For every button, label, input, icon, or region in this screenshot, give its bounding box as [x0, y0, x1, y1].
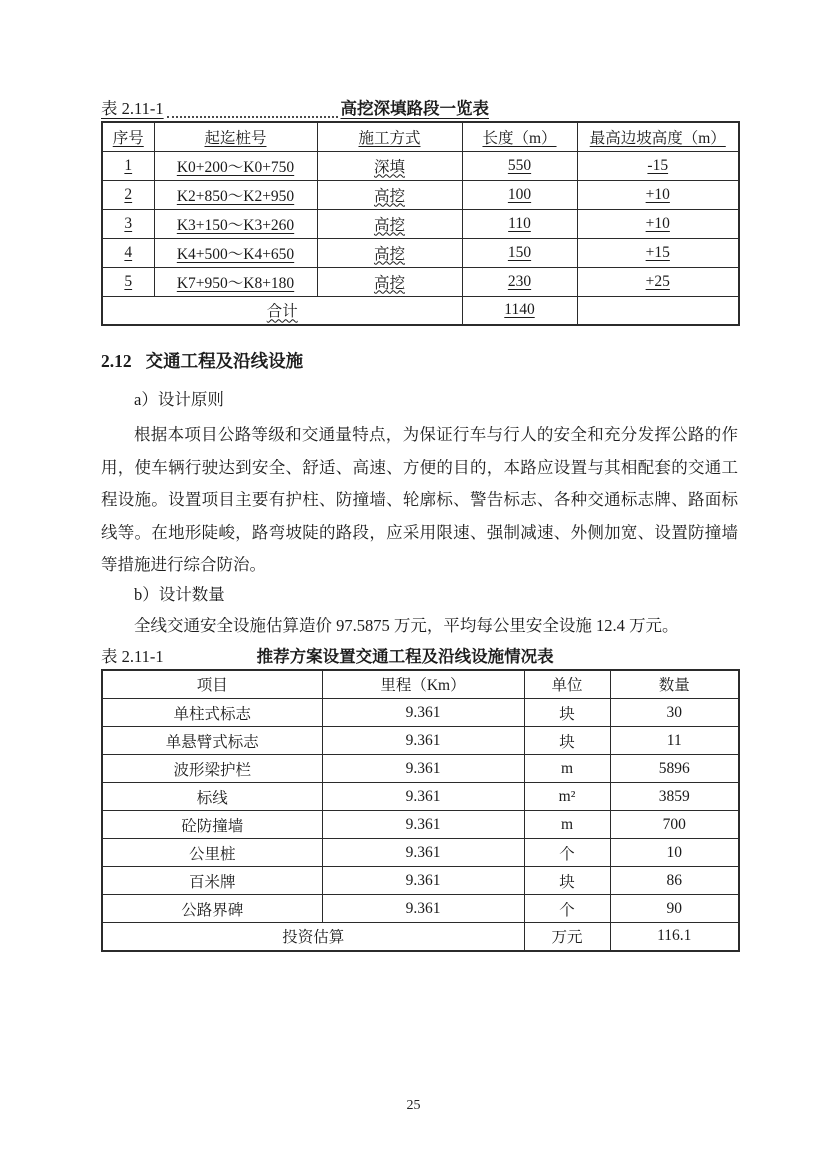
cell-mileage: 9.361 — [322, 783, 524, 811]
table2-caption — [101, 645, 738, 669]
header-seq: 序号 — [102, 122, 154, 151]
cell-item: 标线 — [102, 783, 322, 811]
cell-quantity: 86 — [610, 867, 739, 895]
cell-method: 深填 — [317, 151, 462, 180]
cell-quantity: 11 — [610, 727, 739, 755]
cell-seq: 2 — [102, 180, 154, 209]
cell-quantity: 5896 — [610, 755, 739, 783]
cell-item: 波形梁护栏 — [102, 755, 322, 783]
table-row — [102, 727, 739, 755]
table-row — [102, 699, 739, 727]
table-header-row — [102, 670, 739, 699]
cell-mileage: 9.361 — [322, 727, 524, 755]
cell-method: 高挖 — [317, 267, 462, 296]
header-quantity: 数量 — [610, 670, 739, 699]
header-unit: 单位 — [524, 670, 610, 699]
cell-item: 单悬臂式标志 — [102, 727, 322, 755]
table-row — [102, 238, 739, 267]
table-road-sections — [101, 121, 740, 326]
cell-unit: 个 — [524, 839, 610, 867]
cell-total-label: 投资估算 — [102, 923, 524, 951]
cell-method: 高挖 — [317, 209, 462, 238]
cell-total-length: 1140 — [462, 296, 577, 325]
table1-caption — [101, 96, 489, 121]
header-slope-height: 最高边坡高度（m） — [577, 122, 739, 151]
table-traffic-facilities — [101, 669, 740, 952]
table-row — [102, 209, 739, 238]
cell-item: 单柱式标志 — [102, 699, 322, 727]
table2-title: 推荐方案设置交通工程及沿线设施情况表 — [256, 646, 554, 666]
cell-length: 150 — [462, 238, 577, 267]
header-item: 项目 — [102, 670, 322, 699]
section-number: 2.12 — [101, 351, 132, 371]
page-number: 25 — [406, 1098, 421, 1113]
cell-mileage: 9.361 — [322, 867, 524, 895]
table-total-row — [102, 296, 739, 325]
table2-label: 表 2.11-1 — [101, 646, 164, 666]
cell-station: K0+200～K0+750 — [154, 151, 317, 180]
table1-label: 表 2.11-1 — [101, 99, 164, 118]
cell-quantity: 90 — [610, 895, 739, 923]
cell-length: 550 — [462, 151, 577, 180]
cell-method: 高挖 — [317, 180, 462, 209]
cell-mileage: 9.361 — [322, 811, 524, 839]
header-method: 施工方式 — [317, 122, 462, 151]
cell-quantity: 700 — [610, 811, 739, 839]
cell-slope-height: -15 — [577, 151, 739, 180]
cell-seq: 3 — [102, 209, 154, 238]
caption-dotted-leader — [167, 116, 338, 118]
cell-total-value: 116.1 — [610, 923, 739, 951]
table-row — [102, 867, 739, 895]
cell-unit: m — [524, 811, 610, 839]
list-item-a: a）设计原则 — [134, 390, 224, 409]
cell-length: 230 — [462, 267, 577, 296]
cell-quantity: 30 — [610, 699, 739, 727]
cell-slope-height: +25 — [577, 267, 739, 296]
cell-unit: 块 — [524, 699, 610, 727]
cell-slope-height: +10 — [577, 180, 739, 209]
table-row — [102, 811, 739, 839]
header-station: 起迄桩号 — [154, 122, 317, 151]
table-row — [102, 267, 739, 296]
header-mileage: 里程（Km） — [322, 670, 524, 699]
cell-seq: 1 — [102, 151, 154, 180]
cell-item: 公里桩 — [102, 839, 322, 867]
cell-mileage: 9.361 — [322, 699, 524, 727]
cell-station: K4+500～K4+650 — [154, 238, 317, 267]
table1-title: 高挖深填路段一览表 — [340, 99, 489, 118]
cell-station: K2+850～K2+950 — [154, 180, 317, 209]
cell-seq: 5 — [102, 267, 154, 296]
paragraph-design-quantity: 全线交通安全设施估算造价 97.5875 万元，平均每公里安全设施 12.4 万元。 — [134, 615, 679, 635]
cell-unit: 个 — [524, 895, 610, 923]
cell-empty — [577, 296, 739, 325]
cell-station: K7+950～K8+180 — [154, 267, 317, 296]
cell-unit: 块 — [524, 727, 610, 755]
cell-item: 砼防撞墙 — [102, 811, 322, 839]
cell-item: 公路界碑 — [102, 895, 322, 923]
table-row — [102, 839, 739, 867]
cell-quantity: 10 — [610, 839, 739, 867]
table-row — [102, 895, 739, 923]
table-row — [102, 755, 739, 783]
cell-total-label: 合计 — [102, 296, 462, 325]
table-row — [102, 180, 739, 209]
table-row — [102, 151, 739, 180]
cell-slope-height: +10 — [577, 209, 739, 238]
cell-length: 110 — [462, 209, 577, 238]
cell-slope-height: +15 — [577, 238, 739, 267]
paragraph-design-principles: 根据本项目公路等级和交通量特点，为保证行车与行人的安全和充分发挥公路的作用，使车辆行驶达到安全、舒适、高速、方便的目的，本路应设置与其相配套的交通工程设施。设置项目主要有护柱、防撞墙、轮廓标、警告标志、各种交通标志牌、路面标线等。在地形陡峻，路弯坡陡的路段，应采用限速、强制减速、外侧加宽、设置防撞墙等措施进行综合防治。 — [101, 425, 738, 574]
section-title: 交通工程及沿线设施 — [145, 351, 304, 371]
cell-length: 100 — [462, 180, 577, 209]
cell-mileage: 9.361 — [322, 839, 524, 867]
cell-quantity: 3859 — [610, 783, 739, 811]
list-item-b: b）设计数量 — [134, 584, 225, 604]
header-length: 长度（m） — [462, 122, 577, 151]
table-total-row — [102, 923, 739, 951]
cell-seq: 4 — [102, 238, 154, 267]
cell-unit: m — [524, 755, 610, 783]
section-heading — [101, 348, 738, 374]
cell-total-unit: 万元 — [524, 923, 610, 951]
table-header-row — [102, 122, 739, 151]
table-row — [102, 783, 739, 811]
cell-mileage: 9.361 — [322, 755, 524, 783]
cell-item: 百米牌 — [102, 867, 322, 895]
cell-unit: 块 — [524, 867, 610, 895]
cell-mileage: 9.361 — [322, 895, 524, 923]
cell-station: K3+150～K3+260 — [154, 209, 317, 238]
cell-method: 高挖 — [317, 238, 462, 267]
cell-unit: m² — [524, 783, 610, 811]
